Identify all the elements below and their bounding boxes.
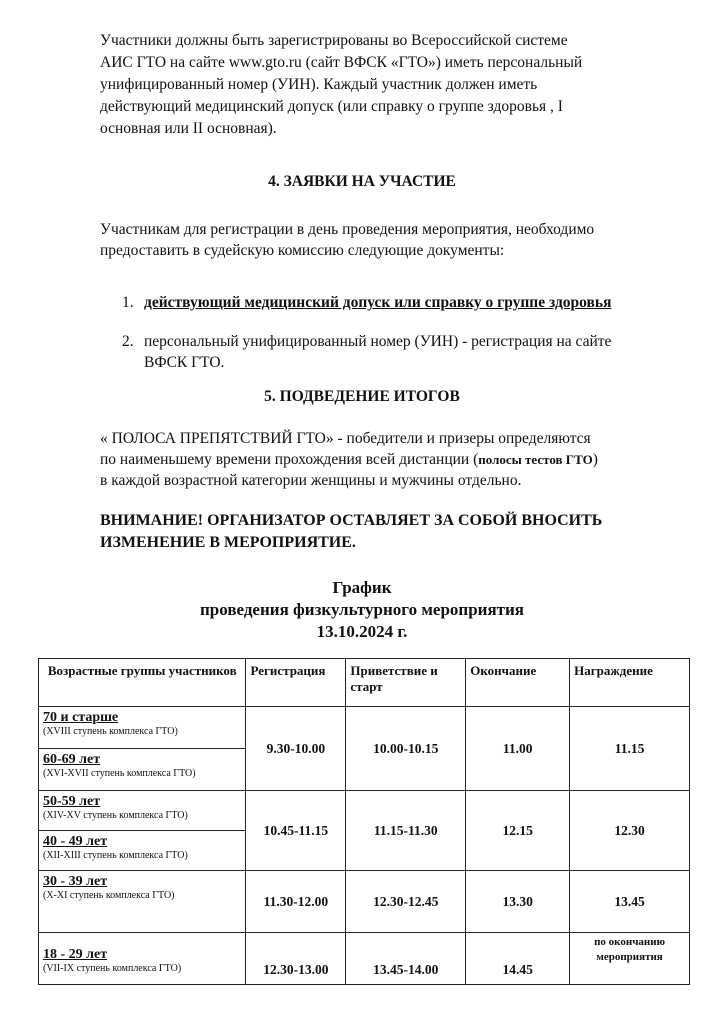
table-row [39,871,690,933]
section-4-text-line-2: предоставить в судейскую комиссию следующие документы: [100,242,505,259]
greeting-cell: 13.45-14.00 [346,933,466,985]
award-cell: 12.30 [570,791,690,871]
section-5-line-2 [100,451,680,469]
intro-line-3: унифицированный номер (УИН). Каждый участник должен иметь [100,76,538,93]
group-sub: (XIV-XV ступень комплекса ГТО) [43,810,188,821]
table-header-row [39,659,690,707]
group-name: 70 и старше [43,710,119,725]
group-sub: (XII-XIII ступень комплекса ГТО) [43,850,188,861]
warning-line-1: ВНИМАНИЕ! ОРГАНИЗАТОР ОСТАВЛЯЕТ ЗА СОБОЙ ВНОСИТЬ [100,512,603,529]
group-cell [39,933,246,985]
schedule-subtitle: проведения физкультурного мероприятия [200,600,524,619]
end-cell: 13.30 [466,871,570,933]
registration-cell: 10.45-11.15 [246,791,346,871]
group-sub: (XVI-XVII ступень комплекса ГТО) [43,768,196,779]
table-row [39,707,690,749]
award-cell: 11.15 [570,707,690,791]
award-cell: по окончанию мероприятия [570,933,690,985]
schedule-date: 13.10.2024 г. [316,622,408,641]
section-5-line-2a: по наименьшему времени прохождения всей дистанции ( [100,451,479,468]
schedule-table [38,658,690,985]
section-5-title: 5. ПОДВЕДЕНИЕ ИТОГОВ [264,388,460,405]
section-5-line-2c: ) [592,451,598,468]
registration-cell: 11.30-12.00 [246,871,346,933]
header-registration: Регистрация [246,659,346,707]
section-5-line-2b: полосы тестов ГТО [478,452,593,467]
registration-cell: 12.30-13.00 [246,933,346,985]
header-end: Окончание [466,659,570,707]
section-4-text-line-1: Участникам для регистрации в день проведения мероприятия, необходимо [100,221,595,238]
group-cell [39,831,246,871]
group-cell [39,871,246,933]
end-cell: 14.45 [466,933,570,985]
registration-cell: 9.30-10.00 [246,707,346,791]
end-cell: 11.00 [466,707,570,791]
header-award: Награждение [570,659,690,707]
group-cell [39,707,246,749]
group-cell [39,749,246,791]
award-cell: 13.45 [570,871,690,933]
group-sub: (VII-IX ступень комплекса ГТО) [43,962,182,974]
table-row [39,933,690,985]
group-name: 60-69 лет [43,752,101,767]
list-number: 2. [122,333,134,350]
section-5-line-1: « ПОЛОСА ПРЕПЯТСТВИЙ ГТО» - победители и призеры определяются [100,430,591,447]
section-4-title: 4. ЗАЯВКИ НА УЧАСТИЕ [268,173,456,190]
warning-line-2: ИЗМЕНЕНИЕ В МЕРОПРИЯТИЕ. [100,534,356,551]
intro-line-4: действующий медицинский допуск (или справку о группе здоровья , I [100,98,563,115]
group-sub: (X-XI ступень комплекса ГТО) [43,890,175,901]
group-name: 18 - 29 лет [43,946,108,962]
intro-line-1: Участники должны быть зарегистрированы во Всероссийской системе [100,32,568,49]
schedule-title: График [332,578,392,597]
section-5-line-3: в каждой возрастной категории женщины и мужчины отдельно. [100,472,522,489]
list-text: персональный унифицированный номер (УИН) - регистрация на сайте [144,333,612,350]
header-greeting: Приветствие и старт [346,659,466,707]
intro-line-5: основная или II основная). [100,120,277,137]
table-row [39,791,690,831]
header-groups: Возрастные группы участников [39,659,246,707]
group-cell [39,791,246,831]
list-text: действующий медицинский допуск или справку о группе здоровья [144,294,612,311]
greeting-cell: 12.30-12.45 [346,871,466,933]
list-number: 1. [122,294,134,311]
group-name: 30 - 39 лет [43,874,108,889]
group-name: 40 - 49 лет [43,834,108,849]
intro-line-2: АИС ГТО на сайте www.gto.ru (сайт ВФСК «ГТО») иметь персональный [100,54,583,71]
end-cell: 12.15 [466,791,570,871]
list-text-line-2: ВФСК ГТО. [144,354,225,371]
group-sub: (XVIII ступень комплекса ГТО) [43,726,178,737]
group-name: 50-59 лет [43,794,101,809]
greeting-cell: 10.00-10.15 [346,707,466,791]
greeting-cell: 11.15-11.30 [346,791,466,871]
